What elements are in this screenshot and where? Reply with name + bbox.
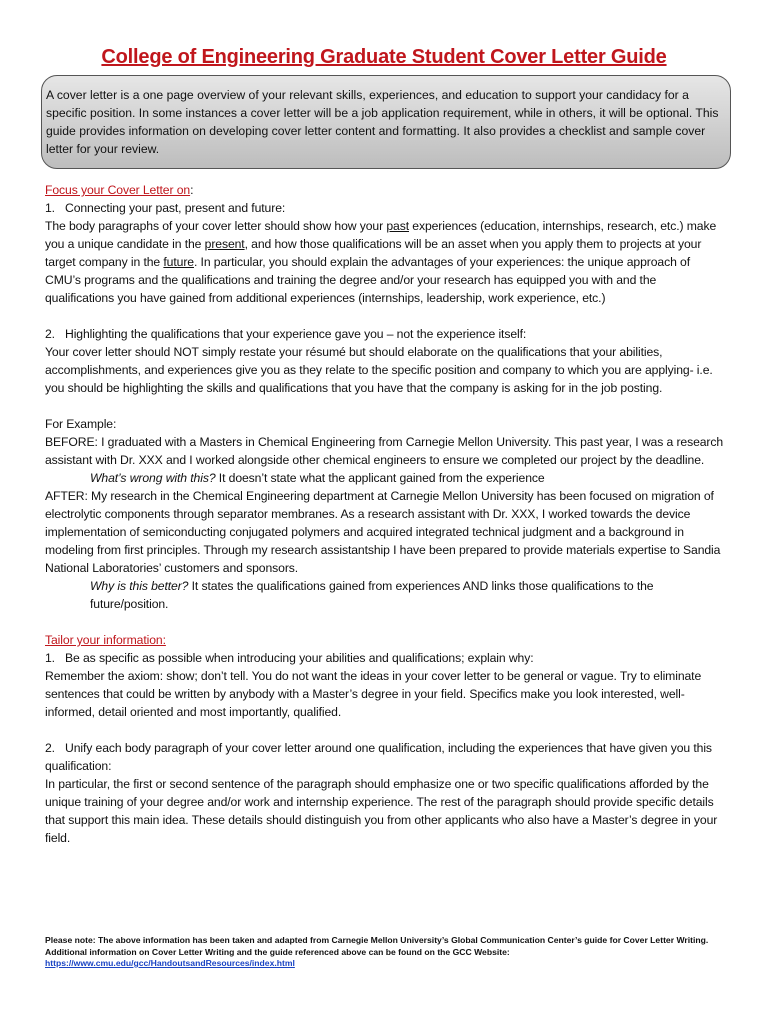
why-better-answer: It states the qualifications gained from experiences AND links those qualifications to the future/position. bbox=[90, 579, 654, 611]
why-better-question: Why is this better? bbox=[90, 579, 189, 593]
focus-item1-body-b: experiences (education, internships, research, etc.) make you a unique candidate in the bbox=[45, 219, 717, 251]
tailor-item1-body: Remember the axiom: show; don’t tell. You do not want the ideas in your cover letter to be general or vague. Try to eliminate sentences that could be written by anybody with a Master’s degree in your field. Specifics make you look interested, well-informed, detail oriented and most importantly, qualified. bbox=[45, 669, 702, 719]
focus-item2-number: 2. bbox=[45, 327, 55, 341]
tailor-item2-number: 2. bbox=[45, 741, 55, 755]
focus-item1-title bbox=[45, 199, 727, 217]
intro-callout-box bbox=[41, 75, 731, 169]
page-title: College of Engineering Graduate Student Cover Letter Guide bbox=[101, 46, 667, 68]
example-label: For Example: bbox=[45, 417, 117, 431]
focus-heading-line bbox=[45, 181, 727, 199]
focus-item1-body-c: , and how those qualifications will be an asset when you apply them to projects at your target company in the bbox=[45, 237, 702, 269]
whats-wrong-answer: It doesn’t state what the applicant gained from the experience bbox=[215, 471, 545, 485]
focus-item1-title-text: Connecting your past, present and future: bbox=[65, 201, 286, 215]
tailor-heading: Tailor your information: bbox=[45, 633, 166, 647]
tailor-item1-title-text: Be as specific as possible when introducing your abilities and qualifications; explain why: bbox=[65, 651, 534, 665]
underlined-past: past bbox=[386, 219, 409, 233]
focus-item1-body-a: The body paragraphs of your cover letter should show how your bbox=[45, 219, 387, 233]
focus-item1-body-d: . In particular, you should explain the advantages of your experiences: the unique approach of CMU’s programs and the qualifications and training the degree and/or your research has equipped you with and the qualifications you have gained from additional experiences (internships, leadership, work experience, etc.) bbox=[45, 255, 691, 305]
intro-text: A cover letter is a one page overview of your relevant skills, experiences, and education to support your candidacy for a specific position. In some instances a cover letter will be a job application requirement, while in others, it will be optional. This guide provides information on developing cover letter content and formatting. It also provides a checklist and sample cover letter for your review. bbox=[46, 88, 719, 156]
focus-item2-body: Your cover letter should NOT simply restate your résumé but should elaborate on the qualifications that your abilities, accomplishments, and experiences give you as they relate to the specific position and company to which you are applying- i.e. you should be highlighting the skills and qualifications that you have that the company is asking for in the job posting. bbox=[45, 345, 713, 395]
example-before: BEFORE: I graduated with a Masters in Chemical Engineering from Carnegie Mellon University. This past year, I was a research assistant with Dr. XXX and I worked alongside other chemical engineers to ensure we completed our project by the deadline. bbox=[45, 435, 724, 467]
tailor-item1-title bbox=[45, 649, 727, 667]
footnote-text: Please note: The above information has been taken and adapted from Carnegie Mellon University’s Global Communication Center’s guide for Cover Letter Writing. Additional information on Cover Letter Writing and the guide referenced above can be found on the GCC Website: bbox=[45, 935, 709, 957]
focus-item1-body bbox=[45, 217, 727, 307]
main-content bbox=[45, 181, 727, 847]
focus-heading-colon: : bbox=[190, 183, 194, 197]
example-after: AFTER: My research in the Chemical Engineering department at Carnegie Mellon University has been focused on migration of electrolytic components through separator membranes. As a research assistant with Dr. XXX, I worked towards the device implementation of semiconducting conjugated polymers and acquired integrated technical judgment and a background in modeling from first principles. Through my research assistantship I have been prepared to provide materials expertise to Sandia National Laboratories’ customers and sponsors. bbox=[45, 489, 721, 575]
focus-item1-number: 1. bbox=[45, 201, 55, 215]
tailor-item2-body: In particular, the first or second sentence of the paragraph should emphasize one or two specific qualifications afforded by the unique training of your degree and/or work and internship experience. The rest of the paragraph should provide specific details that support this main idea. These details should distinguish you from other applicants who also have a Master’s degree in your field. bbox=[45, 777, 718, 845]
tailor-item2-title-text: Unify each body paragraph of your cover letter around one qualification, including the experiences that have given you this qualification: bbox=[45, 741, 712, 773]
focus-item2-title-text: Highlighting the qualifications that your experience gave you – not the experience itself: bbox=[65, 327, 527, 341]
underlined-future: future bbox=[163, 255, 194, 269]
underlined-present: present bbox=[204, 237, 245, 251]
example-whats-wrong bbox=[45, 469, 727, 487]
example-why-better bbox=[45, 577, 727, 613]
tailor-heading-line bbox=[45, 631, 727, 649]
tailor-item1-number: 1. bbox=[45, 651, 55, 665]
focus-item2-title bbox=[45, 325, 727, 343]
whats-wrong-question: What’s wrong with this? bbox=[90, 471, 216, 485]
tailor-item2-title bbox=[45, 739, 727, 775]
footnote bbox=[45, 935, 727, 970]
focus-heading: Focus your Cover Letter on bbox=[45, 183, 191, 197]
gcc-website-link[interactable]: https://www.cmu.edu/gcc/HandoutsandResources/index.html bbox=[45, 958, 295, 968]
